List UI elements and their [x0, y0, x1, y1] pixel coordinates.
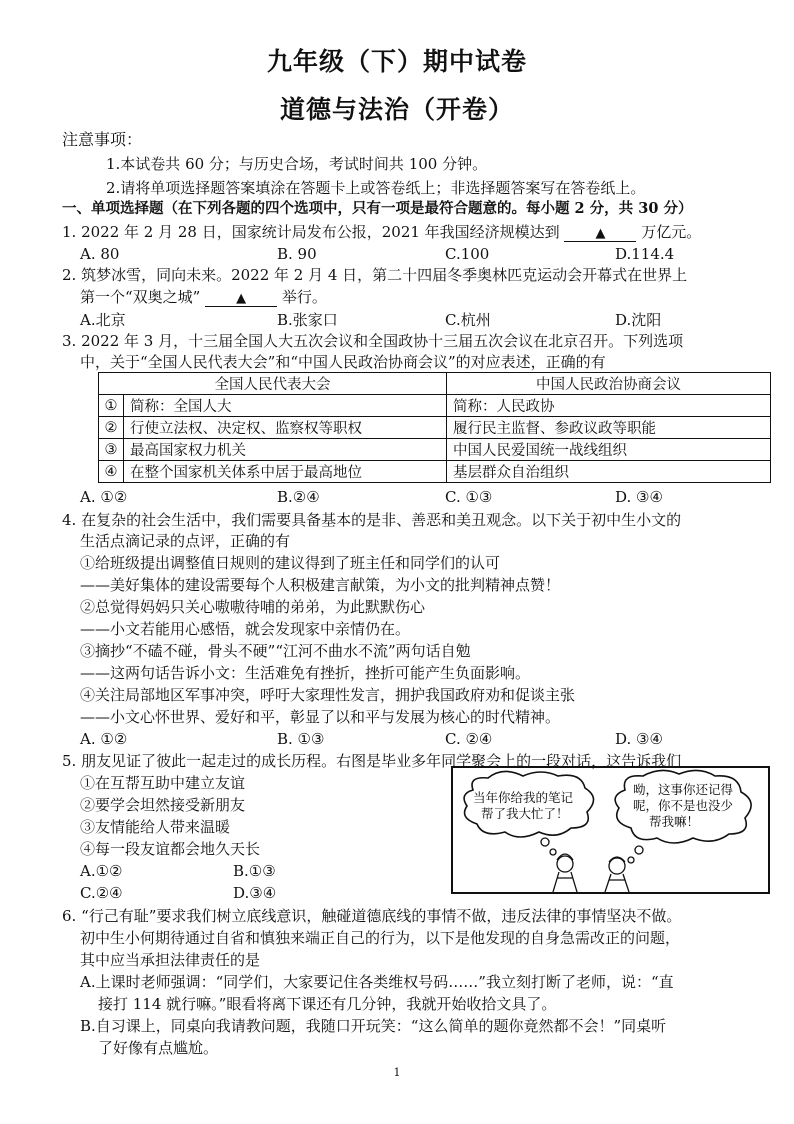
question-6-option-b: B.自习课上，同桌向我请教问题，我随口开玩笑：“这么简单的题你竟然都不会！”同桌听: [80, 1017, 667, 1035]
question-4-item: ②总觉得妈妈只关心嗷嗷待哺的弟弟，为此默默伤心: [80, 598, 426, 616]
table-cell: 简称：人民政协: [447, 395, 771, 417]
table-cell: 行使立法权、决定权、监察权等职权: [124, 417, 447, 439]
table-header-row: [99, 373, 771, 395]
option-a: A. ①②: [80, 730, 128, 748]
table-row: [99, 461, 771, 483]
bubble-tail-dot: [628, 857, 634, 863]
page-number: 1: [393, 1066, 401, 1079]
question-5-item: ④每一段友谊都会地久天长: [80, 840, 261, 858]
question-4-comment: ——小文若能用心感悟，就会发现家中亲情仍在。: [80, 620, 411, 638]
question-6-line: 6. “行己有耻”要求我们树立底线意识，触碰道德底线的事情不做，违反法律的事情坚决不做。: [62, 907, 682, 925]
option-c: C. ①③: [445, 488, 493, 506]
option-c: C.②④: [80, 884, 123, 902]
option-a: A. 80: [80, 245, 120, 263]
table-cell-number: ①: [99, 395, 124, 417]
question-4-item: ④关注局部地区军事冲突，呼吁大家理性发言，拥护我国政府劝和促谈主张: [80, 686, 576, 704]
table-header-cell: 中国人民政治协商会议: [447, 373, 771, 395]
question-6-line: 初中生小何期待通过自省和慎独来端正自己的行为，以下是他发现的自身急需改正的问题，: [80, 929, 681, 947]
question-3-line: 3. 2022 年 3 月，十三届全国人大五次会议和全国政协十三届五次会议在北京召开。下列选项: [62, 332, 684, 350]
notice-item: 1.本试卷共 60 分；与历史合场，考试时间共 100 分钟。: [106, 155, 488, 173]
exam-subtitle: 道德与法治（开卷）: [279, 95, 514, 124]
exam-title: 九年级（下）期中试卷: [266, 47, 527, 76]
bubble-right-line: 呦，这事你还记得: [633, 782, 734, 797]
question-6-option-a: A.上课时老师强调：“同学们，大家要记住各类维权号码……”我立刻打断了老师，说：“直: [80, 973, 674, 991]
option-c: C.杭州: [445, 311, 491, 329]
option-b: B.②④: [277, 488, 320, 506]
question-1-text: 1. 2022 年 2 月 28 日，国家统计局发布公报，2021 年我国经济规模达到: [62, 223, 560, 241]
option-d: D.③④: [233, 884, 277, 902]
question-1-unit: 万亿元。: [641, 223, 702, 241]
bubble-right-line: 呢，你不是也没少: [633, 798, 734, 813]
person-right-icon: [605, 857, 629, 892]
question-5-line: 5. 朋友见证了彼此一起走过的成长历程。右图是毕业多年同学聚会上的一段对话，这告诉我们: [62, 752, 682, 770]
question-5-item: ③友情能给人带来温暖: [80, 818, 231, 836]
bubble-right-line: 帮我嘛！: [649, 814, 700, 829]
comparison-table: [98, 372, 771, 483]
option-b: B.①③: [233, 862, 276, 880]
option-a: A. ①②: [80, 488, 128, 506]
question-5-item: ①在互帮互助中建立友谊: [80, 774, 246, 792]
option-b: B. 90: [277, 245, 317, 263]
question-2-text: 举行。: [281, 288, 327, 306]
notice-heading: 注意事项：: [62, 130, 143, 149]
question-6-option-b-cont: 了好像有点尴尬。: [98, 1039, 219, 1057]
bubble-left-line: 帮了我大忙了！: [481, 806, 569, 821]
option-c: C.100: [445, 245, 490, 263]
table-cell: 最高国家权力机关: [124, 439, 447, 461]
table-cell: 中国人民爱国统一战线组织: [447, 439, 771, 461]
question-2-text: 第一个“双奥之城”: [80, 288, 201, 306]
section-heading: 一、单项选择题（在下列各题的四个选项中，只有一项是最符合题意的。每小题 2 分，共 30 分）: [62, 200, 693, 217]
table-row: [99, 417, 771, 439]
answer-blank: ▲: [205, 291, 277, 307]
option-b: B. ①③: [277, 730, 325, 748]
question-5-item: ②要学会坦然接受新朋友: [80, 796, 246, 814]
bubble-tail-dot: [541, 838, 549, 846]
option-d: D.114.4: [615, 245, 675, 263]
bubble-tail-dot: [550, 849, 556, 855]
bubble-left-line: 当年你给我的笔记: [473, 790, 574, 805]
question-4-item: ③摘抄“不磕不碰，骨头不硬”“江河不曲水不流”两句话自勉: [80, 642, 471, 660]
option-b: B.张家口: [277, 311, 338, 329]
question-2-line: [80, 287, 327, 307]
notice-item: 2.请将单项选择题答案填涂在答题卡上或答卷纸上；非选择题答案写在答卷纸上。: [106, 179, 646, 197]
option-c: C. ②④: [445, 730, 493, 748]
question-4-comment: ——美好集体的建设需要每个人积极建言献策，为小文的批判精神点赞！: [80, 576, 561, 594]
cartoon-illustration: [451, 766, 770, 894]
question-3-line: 中，关于“全国人民代表大会”和“中国人民政治协商会议”的对应表述，正确的有: [80, 353, 606, 371]
question-4-line: 4. 在复杂的社会生活中，我们需要具备基本的是非、善恶和美丑观念。以下关于初中生小文的: [62, 511, 682, 529]
table-cell-number: ③: [99, 439, 124, 461]
table-row: [99, 395, 771, 417]
question-4-comment: ——小文心怀世界、爱好和平，彰显了以和平与发展为核心的时代精神。: [80, 708, 561, 726]
table-cell: 在整个国家机关体系中居于最高地位: [124, 461, 447, 483]
table-row: [99, 439, 771, 461]
question-4-comment: ——这两句话告诉小文：生活难免有挫折，挫折可能产生负面影响。: [80, 664, 531, 682]
bubble-tail-dot: [635, 846, 643, 854]
answer-blank: ▲: [564, 226, 636, 242]
option-d: D. ③④: [615, 730, 663, 748]
table-cell: 简称：全国人大: [124, 395, 447, 417]
question-4-item: ①给班级提出调整值日规则的建议得到了班主任和同学们的认可: [80, 554, 501, 572]
option-d: D.沈阳: [615, 311, 662, 329]
option-d: D. ③④: [615, 488, 663, 506]
question-2-line: 2. 筑梦冰雪，同向未来。2022 年 2 月 4 日，第二十四届冬季奥林匹克运动会开幕式在世界上: [62, 266, 688, 284]
person-left-icon: [553, 854, 577, 892]
question-1-stem: [62, 222, 701, 242]
table-cell-number: ②: [99, 417, 124, 439]
question-4-line: 生活点滴记录的点评，正确的有: [80, 532, 291, 550]
question-6-option-a-cont: 接打 114 就行嘛。”眼看将离下课还有几分钟，我就开始收拾文具了。: [98, 995, 557, 1013]
option-a: A.①②: [80, 862, 123, 880]
table-cell-number: ④: [99, 461, 124, 483]
question-6-line: 其中应当承担法律责任的是: [80, 951, 261, 969]
table-cell: 履行民主监督、参政议政等职能: [447, 417, 771, 439]
table-cell: 基层群众自治组织: [447, 461, 771, 483]
cartoon-drawing: [453, 768, 768, 892]
option-a: A.北京: [80, 311, 126, 329]
table-header-cell: 全国人民代表大会: [99, 373, 447, 395]
